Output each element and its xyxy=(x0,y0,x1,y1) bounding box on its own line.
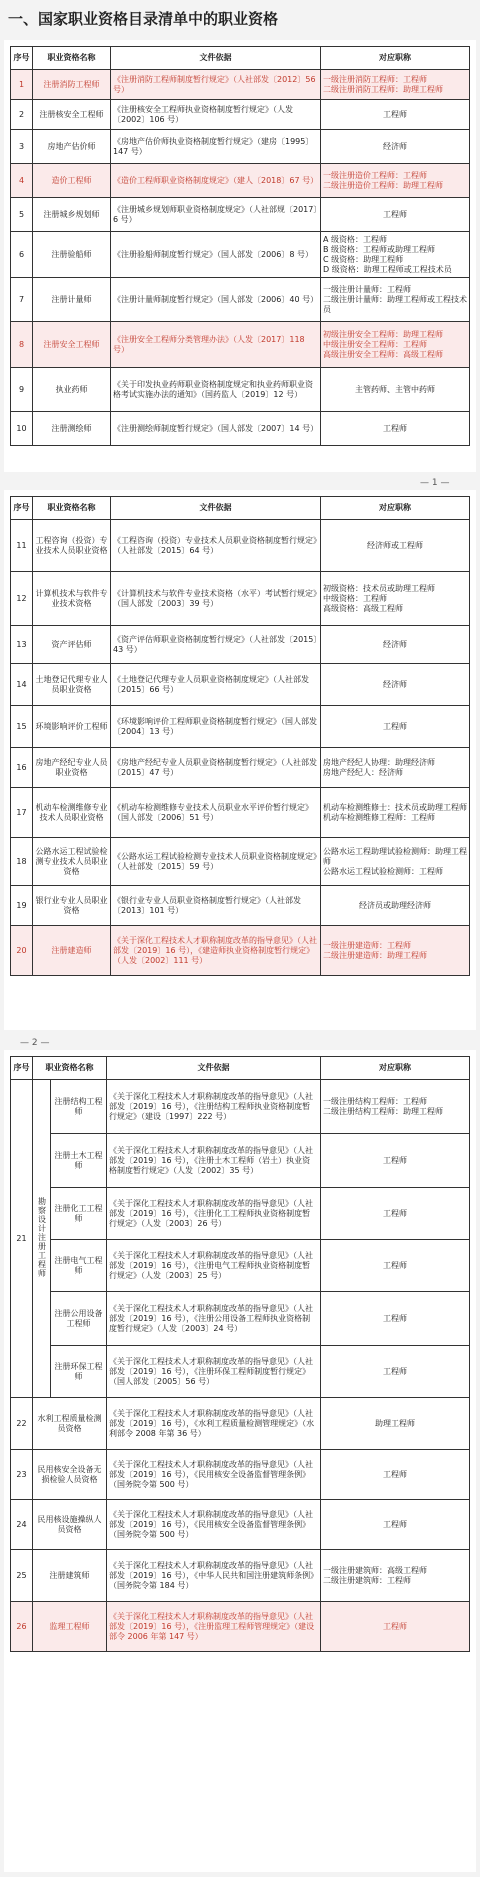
table-row xyxy=(11,748,470,788)
qualification-name: 资产评估师 xyxy=(33,626,111,664)
row-number: 2 xyxy=(11,100,33,130)
document-basis: 《资产评估师职业资格制度暂行规定》（人社部发〔2015〕43 号） xyxy=(111,626,321,664)
table-row xyxy=(11,1398,470,1450)
header-title: 对应职称 xyxy=(321,47,470,70)
qualification-name: 注册化工工程师 xyxy=(51,1188,107,1240)
document-basis: 《机动车检测维修专业技术人员职业水平评价暂行规定》（国人部发〔2006〕51 号） xyxy=(111,788,321,838)
document-basis: 《造价工程师职业资格制度规定》（建人〔2018〕67 号） xyxy=(111,164,321,198)
qualification-name: 注册测绘师 xyxy=(33,412,111,446)
document-basis: 《关于深化工程技术人才职称制度改革的指导意见》（人社部发〔2019〕16 号），《民用核安全设备监督管理条例》（国务院令第 500 号） xyxy=(107,1500,321,1550)
table-header-row xyxy=(11,1057,470,1080)
table-row xyxy=(11,1500,470,1550)
corresponding-title: 房地产经纪人协理：助理经济师 房地产经纪人：经济师 xyxy=(321,748,470,788)
page-number-1: — 1 — xyxy=(420,478,450,488)
table-row xyxy=(11,838,470,886)
row-number: 21 xyxy=(11,1080,33,1398)
qualification-name: 注册验船师 xyxy=(33,232,111,278)
document-basis: 《计算机技术与软件专业技术资格（水平）考试暂行规定》（国人部发〔2003〕39 号） xyxy=(111,572,321,626)
row-number: 1 xyxy=(11,70,33,100)
qualification-name: 环境影响评价工程师 xyxy=(33,706,111,748)
row-number: 14 xyxy=(11,664,33,706)
document-basis: 《注册测绘师制度暂行规定》（国人部发〔2007〕14 号） xyxy=(111,412,321,446)
document-basis: 《关于深化工程技术人才职称制度改革的指导意见》（人社部发〔2019〕16 号），《水利工程质量检测管理规定》（水利部令 2008 年第 36 号） xyxy=(107,1398,321,1450)
qualification-name: 水利工程质量检测员资格 xyxy=(33,1398,107,1450)
row-number: 25 xyxy=(11,1550,33,1602)
document-basis: 《关于深化工程技术人才职称制度改革的指导意见》（人社部发〔2019〕16 号），《中华人民共和国注册建筑师条例》（国务院令第 184 号） xyxy=(107,1550,321,1602)
row-number: 19 xyxy=(11,886,33,926)
qualification-name: 房地产经纪专业人员职业资格 xyxy=(33,748,111,788)
qualification-name: 民用核安全设备无损检验人员资格 xyxy=(33,1450,107,1500)
qualification-name: 注册核安全工程师 xyxy=(33,100,111,130)
document-basis: 《关于深化工程技术人才职称制度改革的指导意见》（人社部发〔2019〕16 号），《建造师执业资格制度暂行规定》（人发〔2002〕111 号） xyxy=(111,926,321,976)
row-number: 11 xyxy=(11,520,33,572)
corresponding-title: 主管药师、主管中药师 xyxy=(321,368,470,412)
qualification-name: 注册计量师 xyxy=(33,278,111,322)
row-number: 26 xyxy=(11,1602,33,1652)
row-number: 18 xyxy=(11,838,33,886)
header-title: 对应职称 xyxy=(321,1057,470,1080)
table-header-row xyxy=(11,497,470,520)
table-row xyxy=(11,886,470,926)
document-basis: 《关于深化工程技术人才职称制度改革的指导意见》（人社部发〔2019〕16 号），《注册环保工程师制度暂行规定》（国人部发〔2005〕56 号） xyxy=(107,1346,321,1398)
corresponding-title: 一级注册计量师：工程师 二级注册计量师：助理工程师或工程技术员 xyxy=(321,278,470,322)
row-number: 8 xyxy=(11,322,33,368)
corresponding-title: 一级注册建筑师：高级工程师 二级注册建筑师：工程师 xyxy=(321,1550,470,1602)
row-number: 9 xyxy=(11,368,33,412)
document-basis: 《工程咨询（投资）专业技术人员职业资格制度暂行规定》（人社部发〔2015〕64 号） xyxy=(111,520,321,572)
corresponding-title: 工程师 xyxy=(321,1450,470,1500)
corresponding-title: 工程师 xyxy=(321,198,470,232)
row-number: 13 xyxy=(11,626,33,664)
table-body-3 xyxy=(11,1080,470,1652)
document-basis: 《注册消防工程师制度暂行规定》（人社部发〔2012〕56 号） xyxy=(111,70,321,100)
corresponding-title: 机动车检测维修士：技术员或助理工程师 机动车检测维修工程师：工程师 xyxy=(321,788,470,838)
table-header-row xyxy=(11,47,470,70)
corresponding-title: 一级注册建造师：工程师 二级注册建造师：助理工程师 xyxy=(321,926,470,976)
table-body-1 xyxy=(11,70,470,446)
document-basis: 《关于印发执业药师职业资格制度规定和执业药师职业资格考试实施办法的通知》（国药监人〔2019〕12 号） xyxy=(111,368,321,412)
qualification-name: 注册公用设备工程师 xyxy=(51,1292,107,1346)
table-row xyxy=(11,1240,470,1292)
table-row xyxy=(11,368,470,412)
group-name-text: 勘察设计注册工程师 xyxy=(37,1196,47,1278)
qualification-name: 机动车检测维修专业技术人员职业资格 xyxy=(33,788,111,838)
table-row xyxy=(11,1292,470,1346)
corresponding-title: 公路水运工程助理试验检测师：助理工程师 公路水运工程试验检测师：工程师 xyxy=(321,838,470,886)
corresponding-title: 工程师 xyxy=(321,100,470,130)
row-number: 22 xyxy=(11,1398,33,1450)
table-row xyxy=(11,164,470,198)
header-no: 序号 xyxy=(11,497,33,520)
row-number: 24 xyxy=(11,1500,33,1550)
table-body-2 xyxy=(11,520,470,976)
table-row xyxy=(11,232,470,278)
row-number: 4 xyxy=(11,164,33,198)
corresponding-title: 经济师 xyxy=(321,664,470,706)
qualification-name: 房地产估价师 xyxy=(33,130,111,164)
header-basis: 文件依据 xyxy=(107,1057,321,1080)
document-basis: 《公路水运工程试验检测专业技术人员职业资格制度规定》（人社部发〔2015〕59 号） xyxy=(111,838,321,886)
corresponding-title: 工程师 xyxy=(321,1346,470,1398)
qualification-name: 公路水运工程试验检测专业技术人员职业资格 xyxy=(33,838,111,886)
document-basis: 《环境影响评价工程师职业资格制度暂行规定》（国人部发〔2004〕13 号） xyxy=(111,706,321,748)
corresponding-title: 工程师 xyxy=(321,1134,470,1188)
row-number: 15 xyxy=(11,706,33,748)
corresponding-title: 工程师 xyxy=(321,1240,470,1292)
qualification-name: 注册建造师 xyxy=(33,926,111,976)
table-row xyxy=(11,1346,470,1398)
qualification-name: 注册城乡规划师 xyxy=(33,198,111,232)
qualification-name: 计算机技术与软件专业技术资格 xyxy=(33,572,111,626)
table-row xyxy=(11,1188,470,1240)
qualification-table-3 xyxy=(10,1056,470,1652)
qualification-name: 民用核设施操纵人员资格 xyxy=(33,1500,107,1550)
document-basis: 《注册计量师制度暂行规定》（国人部发〔2006〕40 号） xyxy=(111,278,321,322)
table-page-2 xyxy=(4,490,476,1030)
qualification-name: 注册电气工程师 xyxy=(51,1240,107,1292)
corresponding-title: A 级资格：工程师 B 级资格：工程师或助理工程师 C 级资格：助理工程师 D 级资格：助理工程师或工程技术员 xyxy=(321,232,470,278)
corresponding-title: 工程师 xyxy=(321,1188,470,1240)
corresponding-title: 经济师或工程师 xyxy=(321,520,470,572)
document-basis: 《注册验船师制度暂行规定》（国人部发〔2006〕8 号） xyxy=(111,232,321,278)
corresponding-title: 经济员或助理经济师 xyxy=(321,886,470,926)
header-no: 序号 xyxy=(11,47,33,70)
table-row xyxy=(11,70,470,100)
corresponding-title: 初级注册安全工程师：助理工程师 中级注册安全工程师：工程师 高级注册安全工程师：高级工程师 xyxy=(321,322,470,368)
header-name: 职业资格名称 xyxy=(33,1057,107,1080)
row-number: 16 xyxy=(11,748,33,788)
header-no: 序号 xyxy=(11,1057,33,1080)
qualification-name: 工程咨询（投资）专业技术人员职业资格 xyxy=(33,520,111,572)
table-page-3 xyxy=(4,1050,476,1872)
table-row xyxy=(11,572,470,626)
table-row xyxy=(11,322,470,368)
document-basis: 《关于深化工程技术人才职称制度改革的指导意见》（人社部发〔2019〕16 号），《注册监理工程师管理规定》（建设部令 2006 年第 147 号） xyxy=(107,1602,321,1652)
table-row xyxy=(11,664,470,706)
qualification-name: 注册土木工程师 xyxy=(51,1134,107,1188)
row-number: 23 xyxy=(11,1450,33,1500)
corresponding-title: 助理工程师 xyxy=(321,1398,470,1450)
table-row xyxy=(11,788,470,838)
row-number: 5 xyxy=(11,198,33,232)
table-row xyxy=(11,926,470,976)
document-basis: 《银行业专业人员职业资格制度暂行规定》（人社部发〔2013〕101 号） xyxy=(111,886,321,926)
table-row xyxy=(11,1450,470,1500)
qualification-name: 银行业专业人员职业资格 xyxy=(33,886,111,926)
corresponding-title: 一级注册造价工程师：工程师 二级注册造价工程师：助理工程师 xyxy=(321,164,470,198)
row-number: 7 xyxy=(11,278,33,322)
qualification-name: 执业药师 xyxy=(33,368,111,412)
document-basis: 《土地登记代理专业人员职业资格制度规定》（人社部发〔2015〕66 号） xyxy=(111,664,321,706)
document-basis: 《注册安全工程师分类管理办法》（人发〔2017〕118 号） xyxy=(111,322,321,368)
table-page-1 xyxy=(4,40,476,472)
corresponding-title: 工程师 xyxy=(321,706,470,748)
corresponding-title: 工程师 xyxy=(321,1500,470,1550)
document-basis: 《注册核安全工程师执业资格制度暂行规定》（人发〔2002〕106 号） xyxy=(111,100,321,130)
qualification-table-1 xyxy=(10,46,470,446)
row-number: 10 xyxy=(11,412,33,446)
header-name: 职业资格名称 xyxy=(33,497,111,520)
corresponding-title: 一级注册消防工程师：工程师 二级注册消防工程师：助理工程师 xyxy=(321,70,470,100)
row-number: 12 xyxy=(11,572,33,626)
qualification-name: 造价工程师 xyxy=(33,164,111,198)
table-row xyxy=(11,1550,470,1602)
corresponding-title: 一级注册结构工程师：工程师 二级注册结构工程师：助理工程师 xyxy=(321,1080,470,1134)
table-row xyxy=(11,278,470,322)
qualification-name: 注册结构工程师 xyxy=(51,1080,107,1134)
document-basis: 《注册城乡规划师职业资格制度规定》（人社部规〔2017〕6 号） xyxy=(111,198,321,232)
table-row xyxy=(11,130,470,164)
section-heading: 一、国家职业资格目录清单中的职业资格 xyxy=(8,10,279,28)
document-basis: 《关于深化工程技术人才职称制度改革的指导意见》（人社部发〔2019〕16 号），《注册结构工程师执业资格制度暂行规定》（建设〔1997〕222 号） xyxy=(107,1080,321,1134)
row-number: 6 xyxy=(11,232,33,278)
corresponding-title: 工程师 xyxy=(321,1602,470,1652)
table-row xyxy=(11,198,470,232)
page-number-2: — 2 — xyxy=(20,1038,50,1048)
corresponding-title: 经济师 xyxy=(321,130,470,164)
row-number: 3 xyxy=(11,130,33,164)
corresponding-title: 工程师 xyxy=(321,1292,470,1346)
document-basis: 《关于深化工程技术人才职称制度改革的指导意见》（人社部发〔2019〕16 号），《注册公用设备工程师执业资格制度暂行规定》（人发〔2003〕24 号） xyxy=(107,1292,321,1346)
document-basis: 《关于深化工程技术人才职称制度改革的指导意见》（人社部发〔2019〕16 号），《注册化工工程师执业资格制度暂行规定》（人发〔2003〕26 号） xyxy=(107,1188,321,1240)
document-basis: 《关于深化工程技术人才职称制度改革的指导意见》（人社部发〔2019〕16 号），《注册土木工程师（岩土）执业资格制度暂行规定》（人发〔2002〕35 号） xyxy=(107,1134,321,1188)
document-basis: 《关于深化工程技术人才职称制度改革的指导意见》（人社部发〔2019〕16 号），《民用核安全设备监督管理条例》（国务院令第 500 号） xyxy=(107,1450,321,1500)
qualification-group-name xyxy=(33,1080,51,1398)
qualification-name: 注册建筑师 xyxy=(33,1550,107,1602)
qualification-name: 注册消防工程师 xyxy=(33,70,111,100)
header-title: 对应职称 xyxy=(321,497,470,520)
document-basis: 《房地产经纪专业人员职业资格制度暂行规定》（人社部发〔2015〕47 号） xyxy=(111,748,321,788)
header-name: 职业资格名称 xyxy=(33,47,111,70)
table-row xyxy=(11,706,470,748)
row-number: 17 xyxy=(11,788,33,838)
table-row xyxy=(11,520,470,572)
corresponding-title: 经济师 xyxy=(321,626,470,664)
header-basis: 文件依据 xyxy=(111,47,321,70)
row-number: 20 xyxy=(11,926,33,976)
corresponding-title: 工程师 xyxy=(321,412,470,446)
table-row xyxy=(11,626,470,664)
document-basis: 《房地产估价师执业资格制度暂行规定》（建房〔1995〕147 号） xyxy=(111,130,321,164)
table-row xyxy=(11,1080,470,1134)
qualification-table-2 xyxy=(10,496,470,976)
table-row xyxy=(11,1602,470,1652)
table-row xyxy=(11,412,470,446)
document-basis: 《关于深化工程技术人才职称制度改革的指导意见》（人社部发〔2019〕16 号），《注册电气工程师执业资格制度暂行规定》（人发〔2003〕25 号） xyxy=(107,1240,321,1292)
table-row xyxy=(11,100,470,130)
corresponding-title: 初级资格：技术员或助理工程师 中级资格：工程师 高级资格：高级工程师 xyxy=(321,572,470,626)
qualification-name: 注册环保工程师 xyxy=(51,1346,107,1398)
header-basis: 文件依据 xyxy=(111,497,321,520)
qualification-name: 土地登记代理专业人员职业资格 xyxy=(33,664,111,706)
qualification-name: 监理工程师 xyxy=(33,1602,107,1652)
qualification-name: 注册安全工程师 xyxy=(33,322,111,368)
table-row xyxy=(11,1134,470,1188)
